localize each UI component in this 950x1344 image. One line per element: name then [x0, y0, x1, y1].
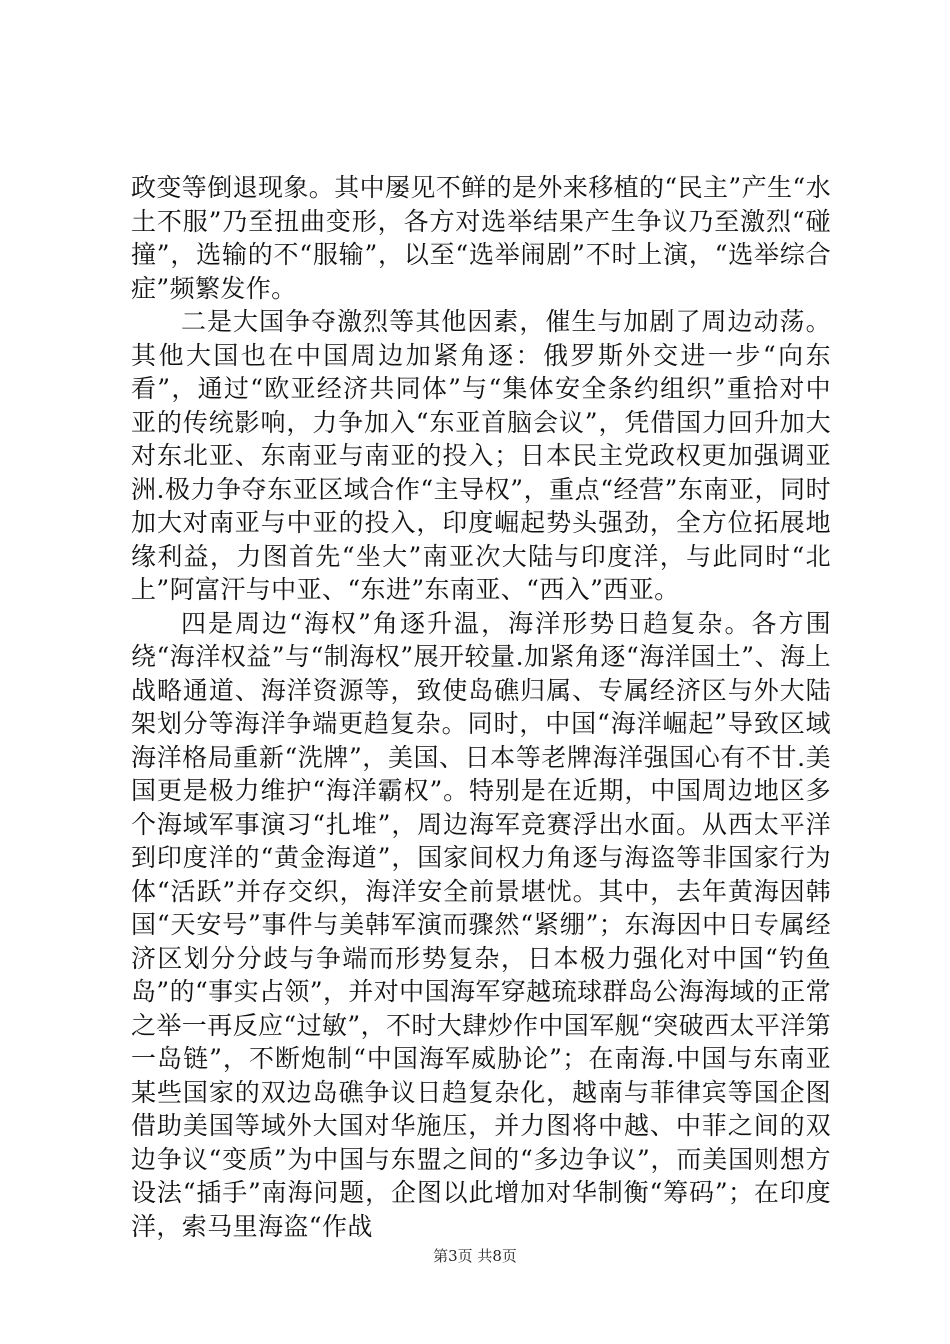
paragraph-3: 四是周边“海权”角逐升温，海洋形势日趋复杂。各方围绕“海洋权益”与“制海权”展开较量.加紧角逐“海洋国土”、海上战略通道、海洋资源等，致使岛礁归属、专属经济区与外大陆架划分等海洋争端更趋复杂。同时，中国“海洋崛起”导致区域海洋格局重新“洗牌”，美国、日本等老牌海洋强国心有不甘.美国更是极力维护“海洋霸权”。特别是在近期，中国周边地区多个海域军事演习“扎堆”，周边海军竞赛浮出水面。从西太平洋到印度洋的“黄金海道”，国家间权力角逐与海盗等非国家行为体“活跃”并存交织，海洋安全前景堪忧。其中，去年黄海因韩国“天安号”事件与美韩军演而骤然“紧绷”；东海因中日专属经济区划分分歧与争端而形势复杂，日本极力强化对中国“钓鱼岛”的“事实占领”，并对中国海军穿越琉球群岛公海海域的正常之举一再反应“过敏”，不时大肆炒作中国军舰“突破西太平洋第一岛链”，不断炮制“中国海军威胁论”；在南海.中国与东南亚某些国家的双边岛礁争议日趋复杂化，越南与菲律宾等国企图借助美国等域外大国对华施压，并力图将中越、中菲之间的双边争议“变质”为中国与东盟之间的“多边争议”，而美国则想方设法“插手”南海问题，企图以此增加对华制衡“筹码”；在印度洋，索马里海盗“作战 — [131, 608, 831, 1241]
body-text — [131, 171, 831, 1243]
paragraph-1: 政变等倒退现象。其中屡见不鲜的是外来移植的“民主”产生“水土不服”乃至扭曲变形，各方对选举结果产生争议乃至激烈“碰撞”，选输的不“服输”，以至“选举闹剧”不时上演，“选举综合症”频繁发作。 — [131, 173, 831, 303]
paragraph-2: 二是大国争夺激烈等其他因素，催生与加剧了周边动荡。其他大国也在中国周边加紧角逐：俄罗斯外交进一步“向东看”，通过“欧亚经济共同体”与“集体安全条约组织”重拾对中亚的传统影响，力争加入“东亚首脑会议”，凭借国力回升加大对东北亚、东南亚与南亚的投入；日本民主党政权更加强调亚洲.极力争夺东亚区域合作“主导权”，重点“经营”东南亚，同时加大对南亚与中亚的投入，印度崛起势头强劲，全方位拓展地缘利益，力图首先“坐大”南亚次大陆与印度洋，与此同时“北上”阿富汗与中亚、“东进”东南亚、“西入”西亚。 — [131, 307, 831, 604]
page-footer: 第3页 共8页 — [433, 1247, 517, 1265]
